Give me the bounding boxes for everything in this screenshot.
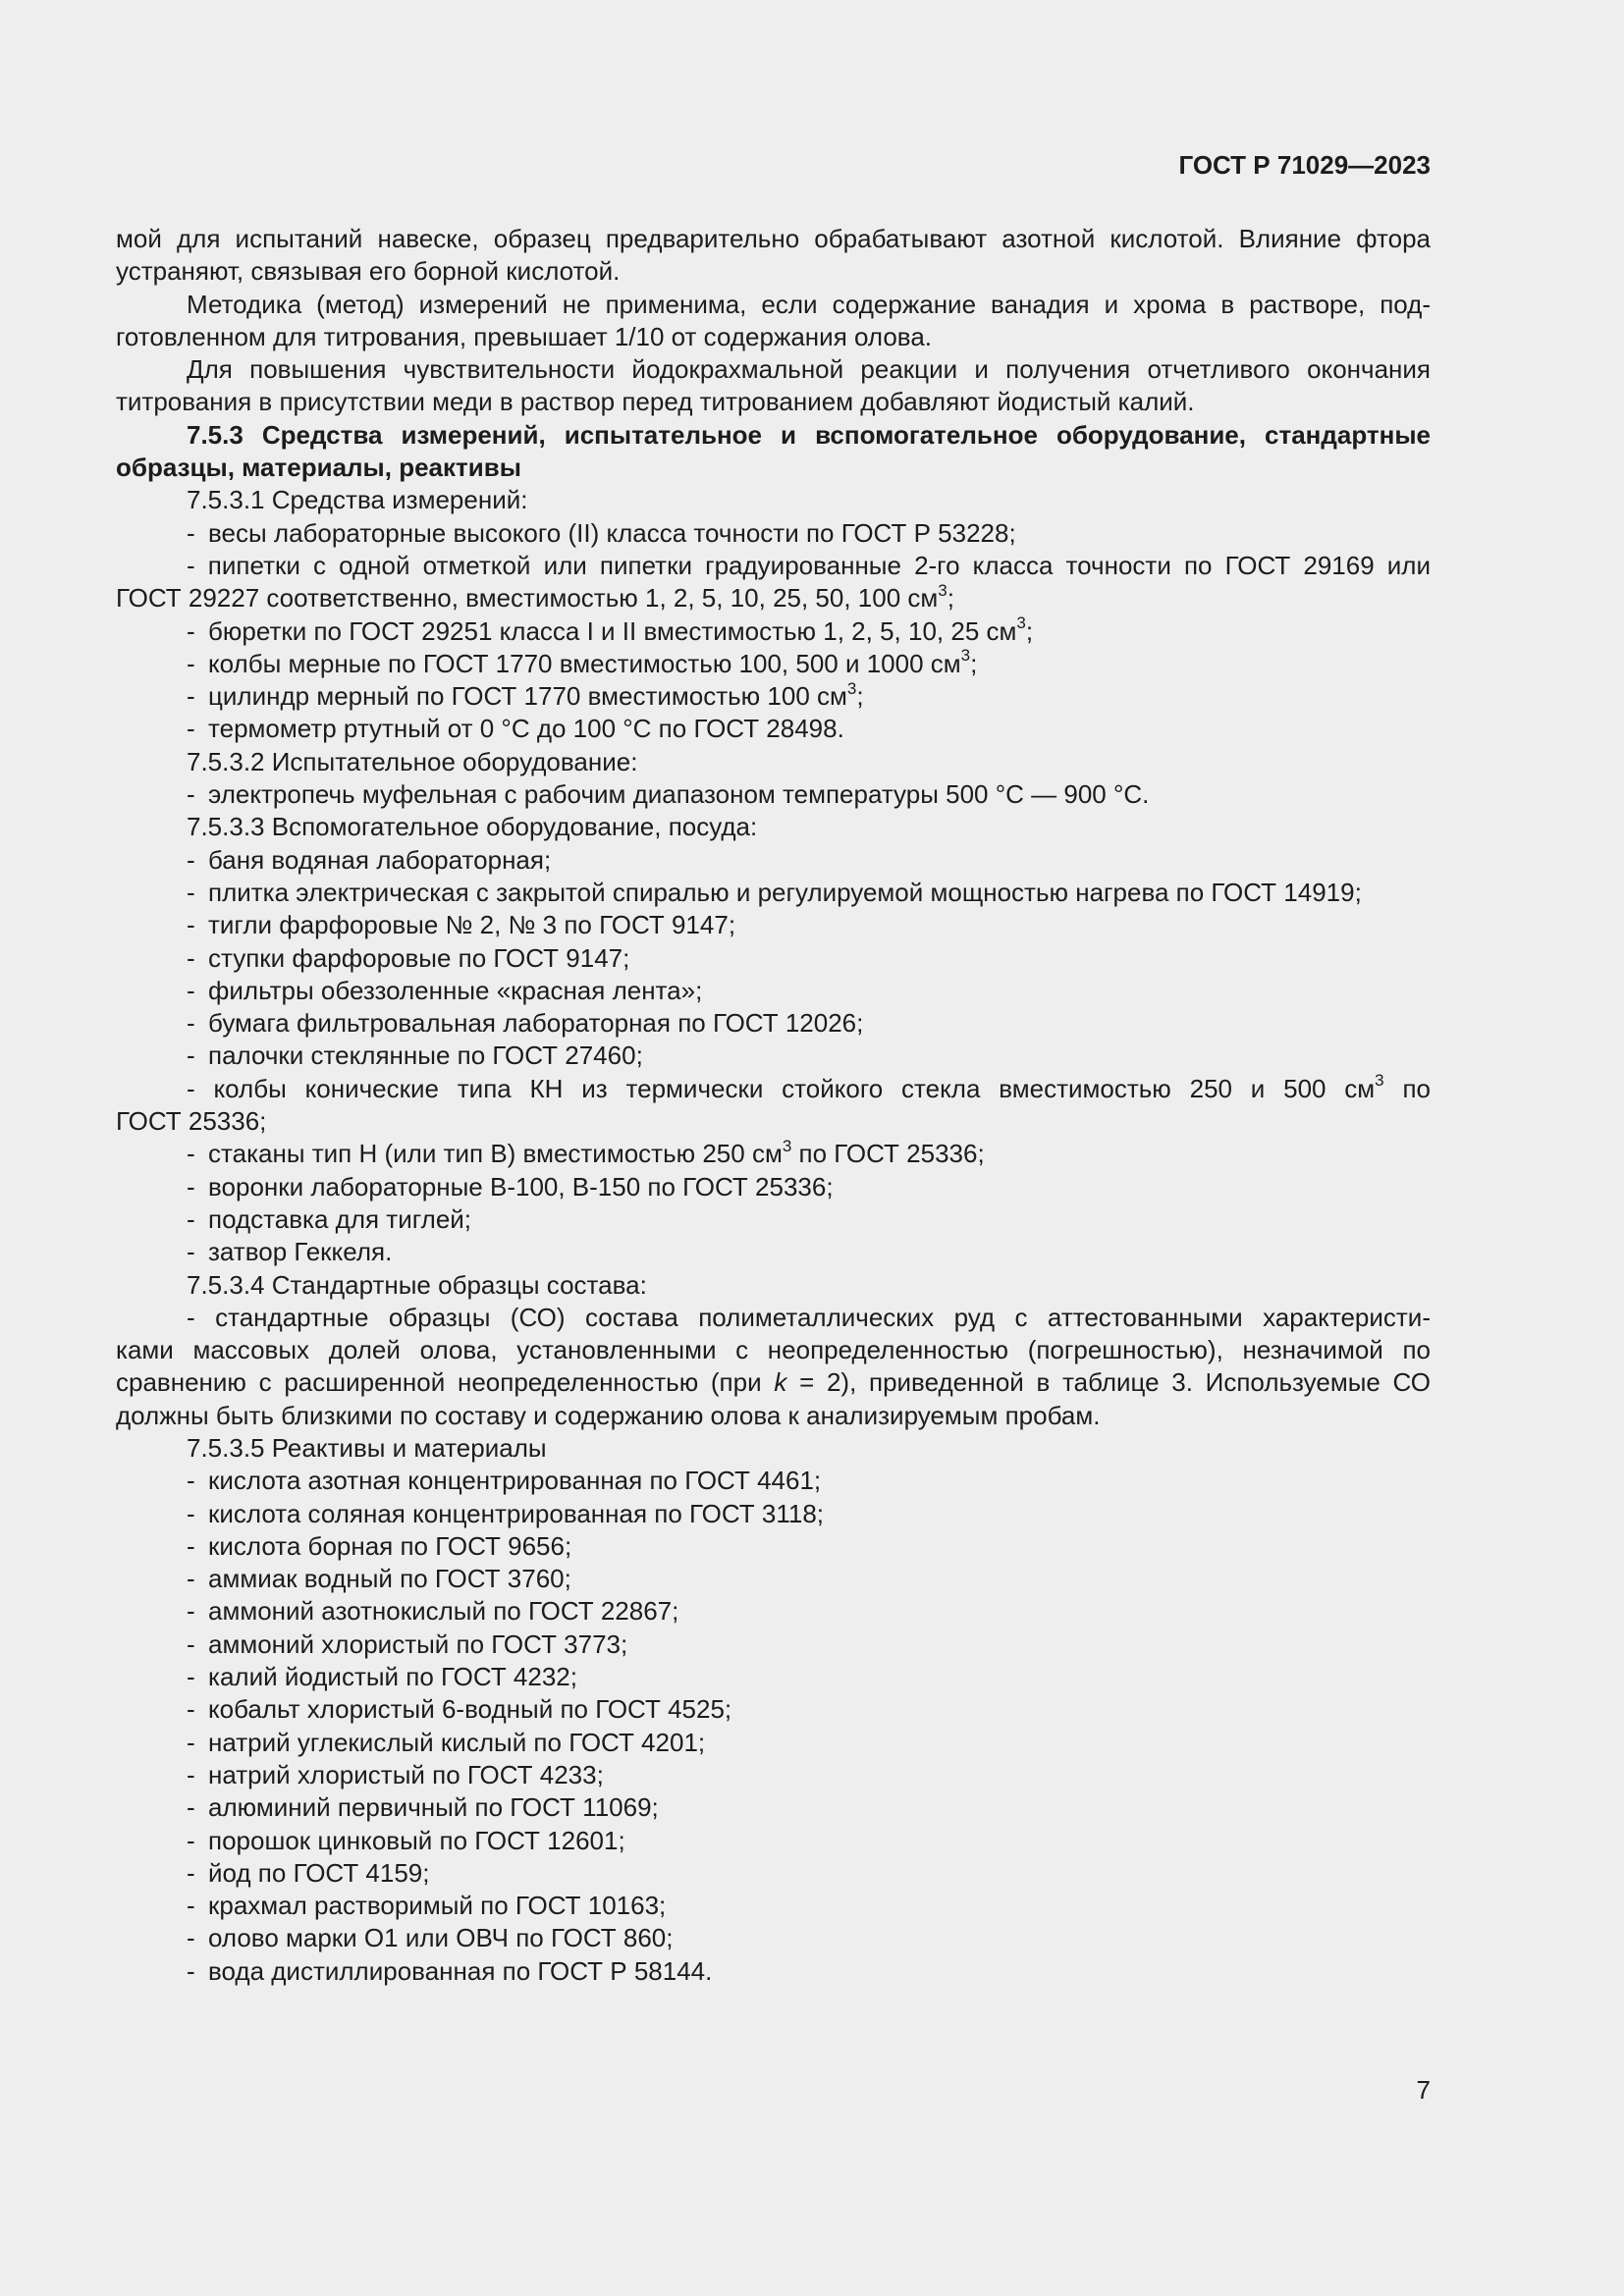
- subsection-heading: 7.5.3.3 Вспомогательное оборудование, посуда:: [187, 812, 758, 842]
- list-item-text: цилиндр мерный по ГОСТ 1770 вместимостью 100 см: [208, 681, 847, 712]
- list-item: [116, 909, 1431, 941]
- list-item-text: стандартные образцы (СО) состава полиметаллических руд с аттестованными характеристи-: [215, 1302, 1431, 1332]
- text-line: мой для испытаний навеске, образец предварительно обрабатывают азотной кислотой. Влияние фтора: [116, 224, 1431, 253]
- list-item-text: натрий углекислый кислый по ГОСТ 4201;: [208, 1727, 706, 1757]
- list-item-text: пипетки с одной отметкой или пипетки градуированные 2-го класса точности по ГОСТ 29169 или: [207, 550, 1431, 580]
- list-item-text: тигли фарфоровые № 2, № 3 по ГОСТ 9147;: [208, 910, 736, 940]
- list-item-text: по: [1402, 1073, 1431, 1103]
- subsection-heading: 7.5.3.2 Испытательное оборудование:: [187, 746, 638, 776]
- list-item: [116, 648, 1431, 680]
- text-line: Методика (метод) измерений не применима, если содержание ванадия и хрома в растворе, под-: [187, 289, 1431, 319]
- list-item: [116, 713, 1431, 745]
- list-item-continuation: [116, 582, 1431, 614]
- list-dash: -: [187, 1857, 195, 1888]
- list-item-text: кислота соляная концентрированная по ГОСТ 3118;: [208, 1498, 825, 1528]
- list-item-text: сравнению с расширенной неопределенностью (при: [116, 1367, 762, 1398]
- text-line: титрования в присутствии меди в раствор перед титрованием добавляют йодистый калий.: [116, 387, 1195, 417]
- list-dash: -: [187, 1792, 195, 1823]
- list-item-text: аммоний азотнокислый по ГОСТ 22867;: [208, 1596, 679, 1627]
- subsection-heading: 7.5.3.1 Средства измерений:: [187, 485, 528, 515]
- list-item: [116, 1629, 1431, 1661]
- list-item: [116, 1073, 1431, 1105]
- list-item: [116, 1791, 1431, 1824]
- text-line: Для повышения чувствительности йодокрахмальной реакции и получения отчетливого окончания: [187, 354, 1431, 385]
- list-item: [116, 1563, 1431, 1595]
- list-item: [116, 615, 1431, 648]
- list-dash: -: [187, 681, 195, 712]
- list-item: [116, 1236, 1431, 1268]
- superscript: 3: [1016, 613, 1026, 632]
- list-dash: -: [187, 1629, 195, 1659]
- body-text: [116, 223, 1431, 1988]
- list-dash: -: [187, 1694, 195, 1725]
- punctuation: ;: [1025, 615, 1034, 646]
- list-item-text: подставка для тиглей;: [208, 1203, 472, 1234]
- list-item: [116, 1040, 1431, 1072]
- list-dash: -: [187, 1564, 195, 1594]
- list-item: [116, 1007, 1431, 1040]
- list-item: [116, 1955, 1431, 1988]
- page-header-standard-id: ГОСТ Р 71029—2023: [1178, 150, 1431, 180]
- list-item: [116, 1302, 1431, 1334]
- list-dash: -: [187, 1759, 195, 1789]
- list-item-text: кислота азотная концентрированная по ГОСТ 4461;: [208, 1466, 822, 1496]
- section-heading: образцы, материалы, реактивы: [116, 453, 521, 483]
- list-item: [116, 1693, 1431, 1726]
- superscript: 3: [846, 678, 857, 698]
- punctuation: ;: [970, 648, 978, 678]
- list-dash: -: [187, 1302, 195, 1332]
- superscript: 3: [960, 646, 971, 666]
- list-item: [116, 1203, 1431, 1236]
- list-item-text: баня водяная лабораторная;: [208, 844, 552, 875]
- list-item: [116, 517, 1431, 550]
- list-dash: -: [187, 942, 195, 973]
- superscript: 3: [938, 580, 947, 600]
- list-dash: -: [187, 779, 195, 810]
- list-item: [116, 1825, 1431, 1857]
- text-line: готовленном для титрования, превышает 1/10 от содержания олова.: [116, 321, 933, 351]
- list-item-text: аммиак водный по ГОСТ 3760;: [208, 1564, 571, 1594]
- list-dash: -: [187, 1825, 195, 1855]
- punctuation: ;: [856, 681, 864, 712]
- subsection-heading: 7.5.3.4 Стандартные образцы состава:: [187, 1269, 647, 1300]
- list-item: [116, 1171, 1431, 1203]
- list-dash: -: [187, 648, 195, 678]
- list-item: [116, 975, 1431, 1007]
- variable-k: k: [774, 1367, 787, 1398]
- list-dash: -: [187, 1171, 195, 1201]
- list-item: [116, 1661, 1431, 1693]
- list-item-continuation: ками массовых долей олова, установленными с неопределенностью (погрешностью), незначимой по: [116, 1335, 1431, 1365]
- list-item-text: калий йодистый по ГОСТ 4232;: [208, 1662, 577, 1692]
- list-item-text: затвор Геккеля.: [208, 1237, 393, 1267]
- list-item-text: кобальт хлористый 6-водный по ГОСТ 4525;: [208, 1694, 732, 1725]
- list-dash: -: [187, 714, 195, 744]
- list-item: [116, 1759, 1431, 1791]
- list-dash: -: [187, 550, 195, 580]
- list-item-text: фильтры обеззоленные «красная лента»;: [208, 975, 703, 1005]
- list-item-text: вода дистиллированная по ГОСТ Р 58144.: [208, 1955, 713, 1986]
- list-item-text: кислота борная по ГОСТ 9656;: [208, 1530, 572, 1561]
- list-item-text: аммоний хлористый по ГОСТ 3773;: [208, 1629, 628, 1659]
- list-dash: -: [187, 1237, 195, 1267]
- list-dash: -: [187, 1203, 195, 1234]
- list-dash: -: [187, 1498, 195, 1528]
- list-dash: -: [187, 1596, 195, 1627]
- list-item-text: воронки лабораторные В-100, В-150 по ГОСТ 25336;: [208, 1171, 834, 1201]
- list-item-text: йод по ГОСТ 4159;: [208, 1857, 430, 1888]
- list-item: [116, 1595, 1431, 1628]
- list-dash: -: [187, 1923, 195, 1953]
- list-item-text: олово марки О1 или ОВЧ по ГОСТ 860;: [208, 1923, 674, 1953]
- list-dash: -: [187, 877, 195, 907]
- list-item-continuation: [116, 1366, 1431, 1399]
- list-item: [116, 1498, 1431, 1530]
- list-dash: -: [187, 910, 195, 940]
- punctuation: ;: [947, 583, 954, 614]
- list-item: [116, 1530, 1431, 1563]
- list-dash: -: [187, 1041, 195, 1071]
- list-item: [116, 1727, 1431, 1759]
- list-item: [116, 1465, 1431, 1497]
- list-item: [116, 778, 1431, 811]
- list-item-text: колбы мерные по ГОСТ 1770 вместимостью 100, 500 и 1000 см: [208, 648, 961, 678]
- list-item-text: ГОСТ 29227 соответственно, вместимостью 1, 2, 5, 10, 25, 50, 100 см: [116, 583, 939, 614]
- list-dash: -: [187, 1466, 195, 1496]
- list-item: [116, 1922, 1431, 1954]
- page-number: 7: [1416, 2075, 1431, 2105]
- list-dash: -: [187, 615, 195, 646]
- list-dash: -: [187, 517, 195, 548]
- list-item-continuation: должны быть близкими по составу и содержанию олова к анализируемым пробам.: [116, 1400, 1101, 1430]
- list-item-text: бумага фильтровальная лабораторная по ГОСТ 12026;: [208, 1008, 864, 1039]
- list-dash: -: [187, 1139, 195, 1169]
- list-item-text: бюретки по ГОСТ 29251 класса I и II вместимостью 1, 2, 5, 10, 25 см: [208, 615, 1017, 646]
- list-item: [116, 942, 1431, 975]
- list-item: [116, 550, 1431, 582]
- list-item-text: порошок цинковый по ГОСТ 12601;: [208, 1825, 625, 1855]
- subsection-heading: 7.5.3.5 Реактивы и материалы: [187, 1432, 547, 1463]
- list-item-text: натрий хлористый по ГОСТ 4233;: [208, 1759, 604, 1789]
- list-item-text: колбы конические типа КН из термически стойкого стекла вместимостью 250 и 500 см: [213, 1073, 1376, 1103]
- list-item-text: = 2), приведенной в таблице 3. Используемые СО: [799, 1367, 1431, 1398]
- list-item: [116, 877, 1431, 909]
- list-item: [116, 844, 1431, 877]
- list-dash: -: [187, 1530, 195, 1561]
- list-item: [116, 1890, 1431, 1922]
- list-item-text: палочки стеклянные по ГОСТ 27460;: [208, 1041, 643, 1071]
- list-dash: -: [187, 975, 195, 1005]
- list-item-text: ступки фарфоровые по ГОСТ 9147;: [208, 942, 630, 973]
- list-item-text: по ГОСТ 25336;: [798, 1139, 985, 1169]
- superscript: 3: [1375, 1071, 1384, 1091]
- list-item-text: весы лабораторные высокого (II) класса точности по ГОСТ Р 53228;: [208, 517, 1016, 548]
- list-item-text: крахмал растворимый по ГОСТ 10163;: [208, 1891, 667, 1921]
- list-dash: -: [187, 1008, 195, 1039]
- list-item: [116, 1857, 1431, 1890]
- list-item-continuation: ГОСТ 25336;: [116, 1106, 267, 1137]
- list-dash: -: [187, 1955, 195, 1986]
- list-dash: -: [187, 1073, 195, 1103]
- list-item-text: термометр ртутный от 0 °С до 100 °С по ГОСТ 28498.: [208, 714, 844, 744]
- list-dash: -: [187, 1662, 195, 1692]
- list-dash: -: [187, 1727, 195, 1757]
- list-item-text: стаканы тип Н (или тип В) вместимостью 250 см: [208, 1139, 783, 1169]
- list-item-text: алюминий первичный по ГОСТ 11069;: [208, 1792, 659, 1823]
- list-dash: -: [187, 1891, 195, 1921]
- list-item-text: электропечь муфельная с рабочим диапазоном температуры 500 °С — 900 °С.: [208, 779, 1150, 810]
- list-item-text: плитка электрическая с закрытой спиралью и регулируемой мощностью нагрева по ГОСТ 14919;: [208, 877, 1362, 907]
- superscript: 3: [782, 1136, 792, 1155]
- section-heading: 7.5.3 Средства измерений, испытательное и вспомогательное оборудование, стандартные: [187, 419, 1431, 450]
- list-item: [116, 680, 1431, 713]
- list-item: [116, 1138, 1431, 1170]
- text-line: устраняют, связывая его борной кислотой.: [116, 256, 621, 287]
- list-dash: -: [187, 844, 195, 875]
